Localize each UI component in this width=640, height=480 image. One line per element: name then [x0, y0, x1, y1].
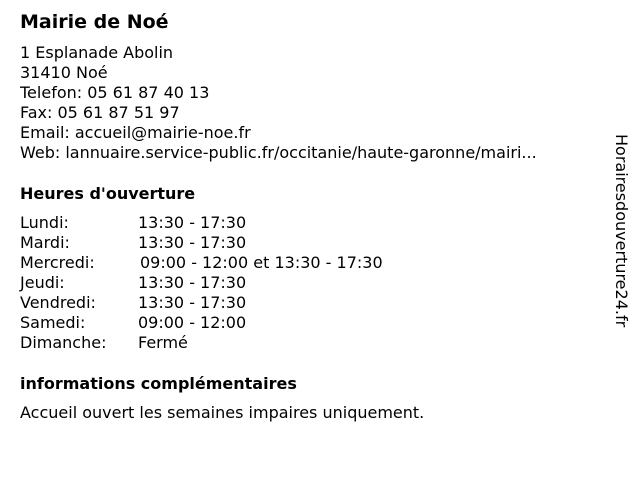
time-value: 13:30 - 17:30: [138, 293, 247, 312]
hours-row-tuesday: [20, 233, 440, 253]
day-label: Mercredi:: [20, 253, 95, 272]
time-value: Fermé: [138, 333, 188, 352]
phone-number[interactable]: Telefon: 05 61 87 40 13: [20, 83, 210, 102]
hours-row-sunday: [20, 333, 440, 353]
time-value: 13:30 - 17:30: [138, 213, 247, 232]
additional-info-heading: informations complémentaires: [20, 374, 297, 393]
watermark-text: Horairesdouverture24.fr: [612, 134, 631, 328]
email-address[interactable]: Email: accueil@mairie-noe.fr: [20, 123, 251, 142]
day-label: Mardi:: [20, 233, 70, 252]
day-label: Jeudi:: [20, 273, 65, 292]
time-value: 13:30 - 17:30: [138, 233, 247, 252]
time-value: 09:00 - 12:00: [138, 313, 247, 332]
hours-row-friday: [20, 293, 440, 313]
time-value: 13:30 - 17:30: [138, 273, 247, 292]
site-watermark: [612, 134, 636, 374]
time-value: 09:00 - 12:00 et 13:30 - 17:30: [140, 253, 383, 272]
fax-number: Fax: 05 61 87 51 97: [20, 103, 180, 122]
day-label: Lundi:: [20, 213, 69, 232]
day-label: Vendredi:: [20, 293, 96, 312]
address-line-1: 1 Esplanade Abolin: [20, 43, 174, 62]
day-label: Dimanche:: [20, 333, 107, 352]
hours-row-monday: [20, 213, 440, 233]
contact-block: [20, 43, 600, 163]
hours-row-wednesday: [20, 253, 440, 273]
hours-row-thursday: [20, 273, 440, 293]
opening-hours-heading: Heures d'ouverture: [20, 184, 196, 203]
address-line-2: 31410 Noé: [20, 63, 108, 82]
opening-hours-table: [20, 213, 440, 353]
additional-info-text: Accueil ouvert les semaines impaires uniquement.: [20, 403, 425, 422]
day-label: Samedi:: [20, 313, 86, 332]
hours-row-saturday: [20, 313, 440, 333]
website-link[interactable]: Web: lannuaire.service-public.fr/occitanie/haute-garonne/mairi...: [20, 143, 537, 162]
page-title: Mairie de Noé: [20, 11, 169, 33]
